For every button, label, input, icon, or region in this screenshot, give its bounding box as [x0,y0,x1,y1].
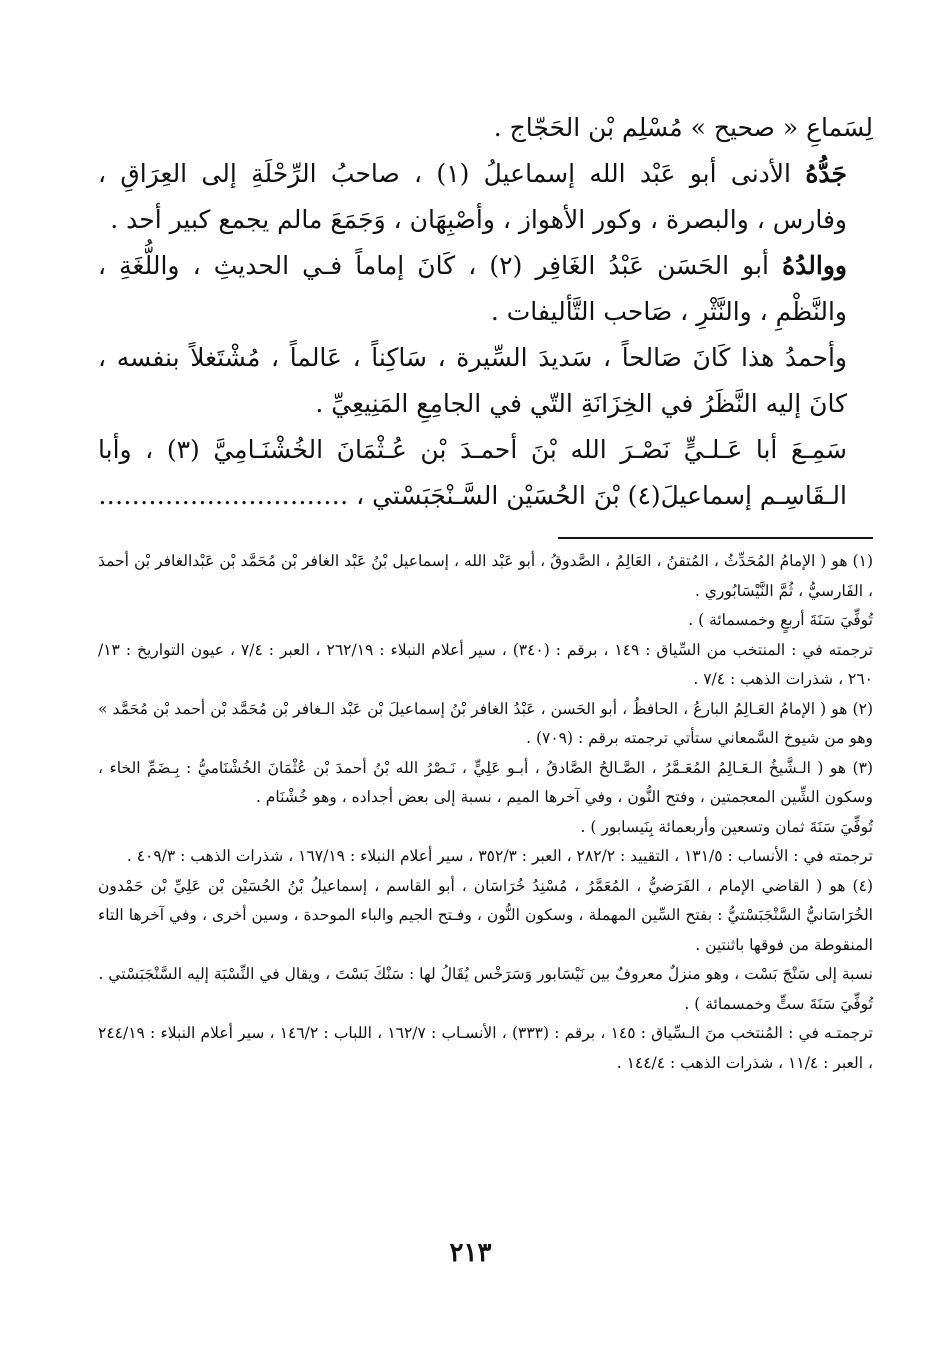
paragraph-father [98,243,873,335]
paragraph-text: أبو الحَسَن عَبْدُ الغَافِر (٢) ، كَانَ إماماً فـي الحديثِ ، واللُّغَةِ ، والنَّظْمِ ، والنَّثْرِ ، صَاحب التَّأليفات . [98,251,847,326]
main-text [98,105,873,519]
footnote-3-line-2: تُوفِّيَ سَنَةَ ثمان وتسعين وأربعمائة بِنَيسابور ) . [580,817,873,836]
footnote-4-line-3: تُوفِّيَ سَنَةَ ستٍّ وخمسمائة ) . [684,994,873,1013]
footnote-4-line-2: نسبة إلى سَنْجَ بَسْت ، وهو منزلٌ معروفٌ بين نَيْسَابور وَسَرَخْس يُقَالُ لها : سَنْكَ بَسْتَ ، ويقال في النِّسْبَة إليه السَّنْجَبَسْتي . [98,965,873,983]
paragraph-text: سَمِـعَ أبا عَـلـيٍّ نَصْـرَ الله بْنَ أحمـدَ بْن عُـثْمَانَ الخُشْنَـامِيَّ (٣) ، وأبا الـقَاسِـم إسماعيلَ(٤) بْنَ الحُسَيْن السَّـنْجَبَسْتي ، [98,435,847,510]
paragraph-grandfather [98,151,873,243]
footnote-2-line-1: (٢) هو ( الإمامُ العَـالِمُ البارعُ ، الحافظُ ، أبو الحَسن ، عَبْدُ الغافر بْنُ إسماعيلَ بْن عَبْد الـغافر بْن مُحَمَّد بْن أحمد بْن مُحَمَّد » وهو من شيوخ السَّمعاني ستأتي ترجمته برقم : (٧٠٩) . [98,699,873,747]
lead-word: جَدُّهُ [805,159,847,188]
page-number: ٢١٣ [449,1238,492,1268]
main-line-1: لِسَماعِ « صحيح » مُسْلِم بْن الحَجّاج . [493,113,873,142]
footnote-3-line-1: (٣) هو ( الـشَّيخُ الـعَـالِمُ المُعَـمَّرُ ، الصَّـالحُ الصَّادقُ ، أبـو عَلِيٍّ ، نَـصْرُ الله بْنُ أحمدَ بْن عُثْمَانَ الخُشْنَاميُّ : بِـضَمِّ الخاء ، وسكون الشِّين المعجمتين ، وفتح النُّون ، وفي آخرها الميم ، نسبة إلى بعض أجداده ، وهو خُشْنَام . [98,758,873,806]
footnote-3-line-3: ترجمته في : الأنساب : ١٣١/٥ ، التقييد : ٢٨٢/٢ ، العبر : ٣٥٢/٣ ، سير أعلام النبلاء : ١٦٧/١٩ ، شذرات الذهب : ٤٠٩/٣ . [126,847,873,865]
footnote-1-line-1: (١) هو ( الإمامُ المُحَدِّثُ ، المُتقنُ ، العَالِمُ ، الصَّدوقُ ، أبو عَبْد الله ، إسماعيل بْنُ عَبْد الغافر بْن مُحَمَّد بْن عَبْدالغافر بْن أحمدَ ، الفَارسيُّ ، ثُمَّ النَّيْسَابُوري . [98,552,873,600]
ellipsis-dots: ………………………… [98,481,349,510]
paragraph-heard [98,427,873,519]
footnotes [98,547,873,1078]
paragraph-ahmad: وأحمدُ هذا كَانَ صَالحاً ، سَديدَ السِّيرة ، سَاكِناً ، عَالماً ، مُشْتَغلاً بنفسه ، كانَ إليه النَّظَرُ في الخِزَانَةِ التّي في الجامِعِ المَنِيعِيِّ . [98,343,847,418]
footnote-separator [558,537,873,539]
paragraph-text: الأدنى أبو عَبْد الله إسماعيلُ (١) ، صاحبُ الرِّحْلَةِ إلى العِرَاقِ ، وفارس ، والبصرة ، وكور الأهواز ، وأصْبِهَان ، وَجَمَعَ مالم يجمع كبير أحد . [98,159,847,234]
footnote-4-line-4: ترجمتـه في : المُنتخب منَ الـسِّياق : ١٤٥ ، برقم : (٣٣٣) ، الأنسـاب : ١٦٢/٧ ، اللباب : ١٤٦/٢ ، سير أعلام النبلاء : ٢٤٤/١٩ ، العبر : ١١/٤ ، شذرات الذهب : ١٤٤/٤ . [98,1024,873,1072]
footnote-1-line-3: ترجمته في : المنتخب من السِّياق : ١٤٩ ، برقم : (٣٤٠) ، سير أعلام النبلاء : ٢٦٢/١٩ ، العبر : ٧/٤ ، عيون التواريخ : ١٣/ ٢٦٠ ، شذرات الذهب : ٧/٤ . [98,640,873,688]
footnote-1-line-2: تُوفِّيَ سَنَةَ أربعٍ وخمسمائة ) . [688,611,873,629]
lead-word: ووالدُهُ [782,251,847,280]
footnote-4-line-1: (٤) هو ( القاضي الإمام ، الفَرَضيُّ ، المُعَمَّرُ ، مُسْنِدُ خُرَاسَان ، أبو القاسم ، إسماعيلُ بْنُ الحُسَيْن بْن عَلِيِّ بْن حَمْدون الخُرَاسَانيُّ السَّنْجَبَسْتيُّ : بفتح السِّين المهملة ، وسكون النُّون ، وفـتح الجيم والباء الموحدة ، وسين أخرى ، وفي آخرها التاء المنقوطة من فوقها باثنتين . [98,876,873,954]
